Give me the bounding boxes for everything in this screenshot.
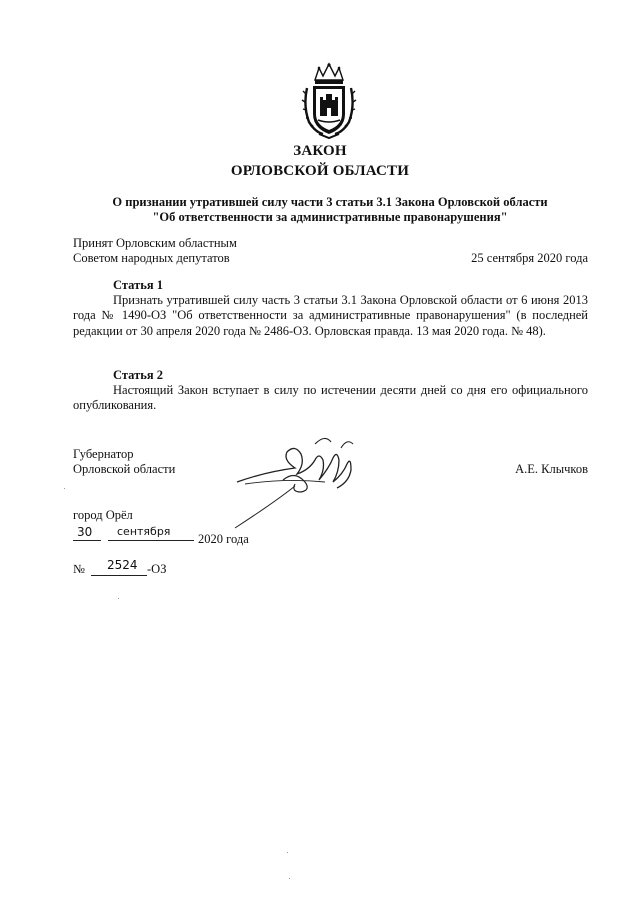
signatory-position-line-1: Губернатор [73,447,134,461]
document-type-title: ЗАКОН [293,143,347,159]
subject-line-1: О признании утратившей силу части 3 статьи 3.1 Закона Орловской области [112,195,548,209]
article-1-heading: Статья 1 [113,278,163,292]
scan-speck [118,598,119,599]
scan-speck [287,852,288,853]
coat-of-arms-icon [301,62,357,140]
number-suffix: -ОЗ [147,562,167,576]
adoption-line-1: Принят Орловским областным [73,236,237,250]
adoption-line-2: Советом народных депутатов [73,251,230,265]
adoption-date: 25 сентября 2020 года [471,251,588,265]
year-label: 2020 года [198,532,249,546]
subject-line-2: "Об ответственности за административные правонарушения" [152,210,508,224]
signatory-position-line-2: Орловской области [73,462,176,476]
article-2-heading: Статья 2 [113,368,163,382]
scan-speck [289,878,290,879]
month-handwritten: сентября [117,525,171,538]
handwritten-signature-icon [225,430,360,530]
signatory-name: А.Е. Клычков [515,462,588,476]
month-underline [108,540,194,541]
day-handwritten: 30 [77,525,93,539]
day-underline [73,540,101,541]
number-handwritten: 2524 [107,558,138,572]
city-label: город Орёл [73,508,133,522]
article-1-text: Признать утратившей силу часть 3 статьи 3.1 Закона Орловской области от 6 июня 2013 года № 1490-ОЗ "Об ответственности за административные правонарушения" (в последней редакции от 30 апреля 2020 года № 2486-ОЗ. Орловская правда. 13 мая 2020 года. № 48). [73,293,588,338]
article-2-text: Настоящий Закон вступает в силу по истечении десяти дней со дня его официального опубликования. [73,383,588,413]
number-prefix: № [73,562,85,576]
number-underline [91,575,147,576]
scan-speck [64,488,65,489]
region-title: ОРЛОВСКОЙ ОБЛАСТИ [230,163,410,179]
